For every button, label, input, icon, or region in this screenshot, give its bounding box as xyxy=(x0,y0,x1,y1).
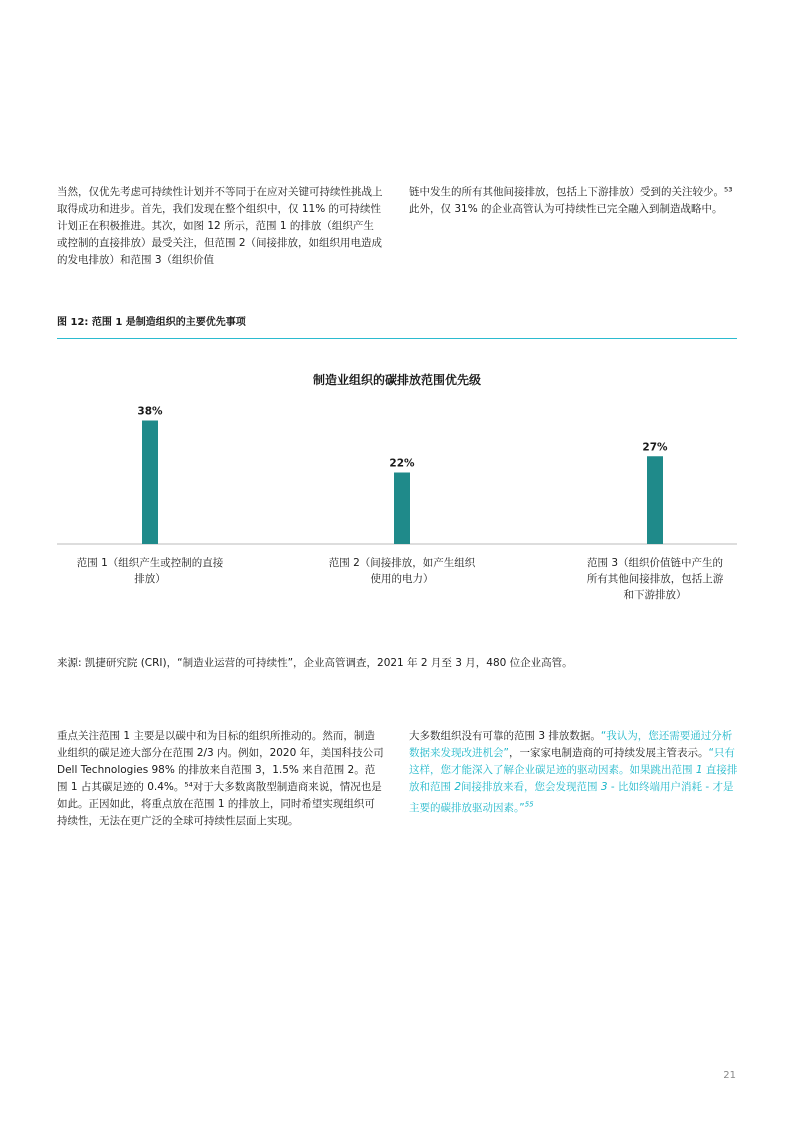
category-label-line: 排放） xyxy=(134,573,166,585)
figure-title: 图 12: 范围 1 是制造组织的主要优先事项 xyxy=(57,317,246,328)
top-right-paragraph xyxy=(409,184,737,218)
quote-text: “我认为，您还需要通过分析数据来发现改进机会” xyxy=(409,730,733,759)
scope-priority-bar-chart xyxy=(0,360,793,620)
category-label-line: 范围 1（组织产生或控制的直接 xyxy=(76,557,224,569)
category-label-line: 范围 3（组织价值链中产生的 xyxy=(586,557,724,569)
bar-value-label: 27% xyxy=(642,441,668,454)
category-label xyxy=(77,556,224,585)
quote-part: - 比如终端用户消耗 - 才是主要的碳排放驱动因素。” xyxy=(409,781,734,814)
quote-part: 间接排放来看，您会发现范围 xyxy=(461,781,601,793)
bar-1 xyxy=(142,421,158,545)
body-text: 重点关注范围 1 主要是以碳中和为目标的组织所推动的。然而，制造业组织的碳足迹大部分在范围 2/3 内。例如，2020 年，美国科技公司 Dell Technologies 98% 的排放来自范围 3，1.5% 来自范围 2。范围 1 占其碳足迹的 0.4%。⁵⁴对于大多数离散型制造商来说，情况也是如此。正因如此，将重点放在范围 1 的排放上，同时希望实现组织可持续性，无法在更广泛的全球可持续性层面上实现。 xyxy=(57,730,384,827)
footnote-ref: 55 xyxy=(524,800,534,808)
bar-3 xyxy=(647,456,663,544)
body-text xyxy=(409,728,739,817)
bar-value-label: 38% xyxy=(137,405,163,418)
category-label xyxy=(329,556,476,585)
category-label xyxy=(587,556,724,601)
figure-divider xyxy=(57,338,737,339)
body-text: 当然，仅优先考虑可持续性计划并不等同于在应对关键可持续性挑战上取得成功和进步。首先，我们发现在整个组织中，仅 11% 的可持续性计划正在积极推进。其次，如图 12 所示，范围 1 的排放（组织产生或控制的直接排放）最受关注，但范围 2（间接排放，如组织用电造成的发电排放）和范围 3（组织价值 xyxy=(57,186,383,266)
category-label-line: 和下游排放） xyxy=(623,589,687,601)
quote-italic: 3 xyxy=(600,781,608,793)
category-label-line: 范围 2（间接排放，如产生组织 xyxy=(328,557,476,569)
bottom-right-paragraph xyxy=(409,728,739,817)
chart-title: 制造业组织的碳排放范围优先级 xyxy=(312,373,482,387)
bar-value-label: 22% xyxy=(389,457,415,470)
top-left-paragraph xyxy=(57,184,384,269)
category-label-line: 使用的电力） xyxy=(370,573,434,585)
category-label-line: 所有其他间接排放，包括上游 xyxy=(586,573,724,585)
plain-text: 大多数组织没有可靠的范围 3 排放数据。 xyxy=(409,730,601,742)
quote-italic: 1 xyxy=(695,764,703,776)
bars xyxy=(77,406,724,602)
plain-text: ，一家家电制造商的可持续发展主管表示。 xyxy=(508,747,709,759)
quote-italic: 2 xyxy=(454,781,462,793)
bar-2 xyxy=(394,473,410,545)
source-note: 来源: 凯捷研究院 (CRI)，“制造业运营的可持续性”，企业高管调查，2021 年 2 月至 3 月，480 位企业高管。 xyxy=(57,657,573,669)
page-number: 21 xyxy=(723,1070,736,1081)
quote-part: 直接排放和范围 xyxy=(409,764,738,793)
quote-part: “只有这样，您才能深入了解企业碳足迹的驱动因素。如果跳出范围 xyxy=(409,747,735,776)
body-text: 链中发生的所有其他间接排放，包括上下游排放）受到的关注较少。⁵³此外，仅 31% 的企业高管认为可持续性已完全融入到制造战略中。 xyxy=(409,186,733,215)
bottom-left-paragraph xyxy=(57,728,384,830)
